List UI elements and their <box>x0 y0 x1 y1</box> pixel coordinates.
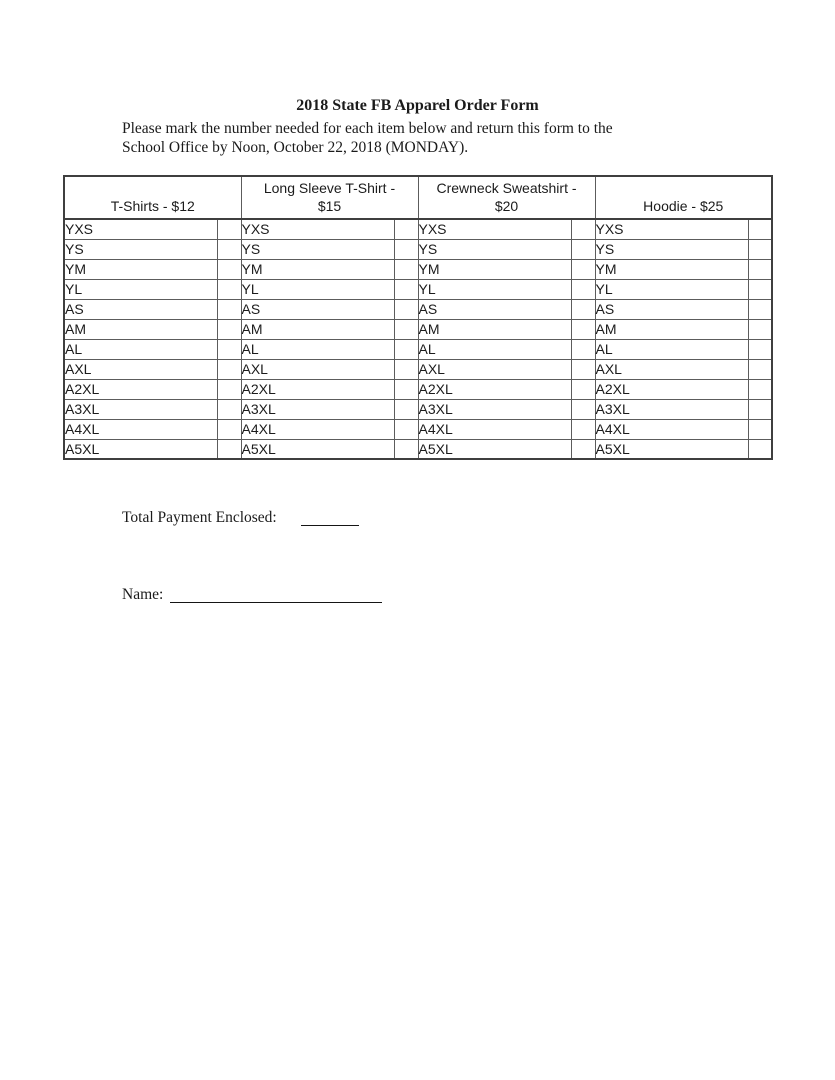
size-row <box>64 279 772 299</box>
product-header-row <box>64 176 772 219</box>
quantity-cell[interactable] <box>748 259 772 279</box>
total-payment-label: Total Payment Enclosed: <box>122 509 277 526</box>
size-label-cell: A4XL <box>64 419 217 439</box>
quantity-cell[interactable] <box>394 299 418 319</box>
size-label-cell: AL <box>241 339 394 359</box>
quantity-cell[interactable] <box>571 439 595 459</box>
size-label-cell: AXL <box>418 359 571 379</box>
quantity-cell[interactable] <box>748 299 772 319</box>
total-payment-blank[interactable] <box>301 525 359 526</box>
instructions <box>122 119 613 157</box>
quantity-cell[interactable] <box>394 419 418 439</box>
size-label-cell: A5XL <box>64 439 217 459</box>
size-label-cell: YS <box>418 239 571 259</box>
size-label-cell: A2XL <box>595 379 748 399</box>
size-label-cell: A4XL <box>241 419 394 439</box>
size-label-cell: AS <box>241 299 394 319</box>
product-header-label: T-Shirts - $12 <box>110 198 195 214</box>
size-label-cell: YL <box>241 279 394 299</box>
size-label-cell: A4XL <box>595 419 748 439</box>
quantity-cell[interactable] <box>748 319 772 339</box>
size-label-cell: YS <box>241 239 394 259</box>
quantity-cell[interactable] <box>748 399 772 419</box>
size-label-cell: YL <box>418 279 571 299</box>
quantity-cell[interactable] <box>748 439 772 459</box>
quantity-cell[interactable] <box>394 239 418 259</box>
size-label-cell: YXS <box>418 219 571 239</box>
size-label-cell: A3XL <box>418 399 571 419</box>
product-header-cell <box>595 176 772 219</box>
page-title: 2018 State FB Apparel Order Form <box>296 97 539 114</box>
quantity-cell[interactable] <box>571 339 595 359</box>
quantity-cell[interactable] <box>748 379 772 399</box>
quantity-cell[interactable] <box>394 259 418 279</box>
size-row <box>64 439 772 459</box>
instructions-line-2: School Office by Noon, October 22, 2018 (MONDAY). <box>122 139 469 156</box>
size-label-cell: YM <box>241 259 394 279</box>
size-label-cell: A2XL <box>418 379 571 399</box>
quantity-cell[interactable] <box>394 379 418 399</box>
quantity-cell[interactable] <box>571 359 595 379</box>
quantity-cell[interactable] <box>394 219 418 239</box>
quantity-cell[interactable] <box>748 239 772 259</box>
quantity-cell[interactable] <box>217 379 241 399</box>
quantity-cell[interactable] <box>217 339 241 359</box>
product-header-cell <box>241 176 418 219</box>
quantity-cell[interactable] <box>571 239 595 259</box>
size-label-cell: AM <box>595 319 748 339</box>
quantity-cell[interactable] <box>217 299 241 319</box>
quantity-cell[interactable] <box>217 259 241 279</box>
quantity-cell[interactable] <box>571 319 595 339</box>
quantity-cell[interactable] <box>394 439 418 459</box>
quantity-cell[interactable] <box>571 399 595 419</box>
size-row <box>64 339 772 359</box>
quantity-cell[interactable] <box>217 359 241 379</box>
quantity-cell[interactable] <box>217 439 241 459</box>
quantity-cell[interactable] <box>748 219 772 239</box>
size-label-cell: YL <box>595 279 748 299</box>
product-header-cell <box>64 176 241 219</box>
size-label-cell: AXL <box>241 359 394 379</box>
size-label-cell: A3XL <box>241 399 394 419</box>
size-label-cell: AS <box>418 299 571 319</box>
quantity-cell[interactable] <box>394 319 418 339</box>
quantity-cell[interactable] <box>748 419 772 439</box>
size-label-cell: YM <box>418 259 571 279</box>
size-label-cell: AM <box>64 319 217 339</box>
size-label-cell: A5XL <box>241 439 394 459</box>
name-line <box>122 586 382 604</box>
quantity-cell[interactable] <box>394 339 418 359</box>
size-label-cell: A4XL <box>418 419 571 439</box>
size-row <box>64 299 772 319</box>
size-label-cell: AM <box>241 319 394 339</box>
quantity-cell[interactable] <box>571 279 595 299</box>
order-table <box>63 175 773 460</box>
size-row <box>64 359 772 379</box>
instructions-line-1: Please mark the number needed for each item below and return this form to the <box>122 120 613 137</box>
product-header-label: Crewneck Sweatshirt - $20 <box>436 180 577 214</box>
total-payment-line <box>122 509 359 527</box>
size-label-cell: AL <box>418 339 571 359</box>
quantity-cell[interactable] <box>394 399 418 419</box>
quantity-cell[interactable] <box>394 359 418 379</box>
product-header-cell <box>418 176 595 219</box>
size-label-cell: AM <box>418 319 571 339</box>
quantity-cell[interactable] <box>217 279 241 299</box>
quantity-cell[interactable] <box>394 279 418 299</box>
quantity-cell[interactable] <box>748 339 772 359</box>
quantity-cell[interactable] <box>571 379 595 399</box>
quantity-cell[interactable] <box>748 279 772 299</box>
size-label-cell: A3XL <box>595 399 748 419</box>
size-label-cell: YM <box>64 259 217 279</box>
quantity-cell[interactable] <box>571 219 595 239</box>
size-label-cell: A5XL <box>418 439 571 459</box>
size-label-cell: YM <box>595 259 748 279</box>
size-row <box>64 239 772 259</box>
name-label: Name: <box>122 586 164 603</box>
quantity-cell[interactable] <box>217 399 241 419</box>
size-label-cell: AXL <box>64 359 217 379</box>
size-row <box>64 419 772 439</box>
quantity-cell[interactable] <box>217 419 241 439</box>
size-label-cell: AXL <box>595 359 748 379</box>
size-row <box>64 219 772 239</box>
size-label-cell: YS <box>64 239 217 259</box>
size-label-cell: YXS <box>64 219 217 239</box>
size-label-cell: AL <box>595 339 748 359</box>
size-label-cell: A3XL <box>64 399 217 419</box>
quantity-cell[interactable] <box>217 239 241 259</box>
size-label-cell: A2XL <box>64 379 217 399</box>
size-row <box>64 319 772 339</box>
size-label-cell: YXS <box>241 219 394 239</box>
size-row <box>64 379 772 399</box>
quantity-cell[interactable] <box>571 299 595 319</box>
quantity-cell[interactable] <box>217 319 241 339</box>
size-label-cell: YL <box>64 279 217 299</box>
size-label-cell: AL <box>64 339 217 359</box>
size-label-cell: YXS <box>595 219 748 239</box>
product-header-label: Hoodie - $25 <box>643 198 724 214</box>
quantity-cell[interactable] <box>571 419 595 439</box>
size-label-cell: AS <box>595 299 748 319</box>
size-label-cell: A5XL <box>595 439 748 459</box>
quantity-cell[interactable] <box>217 219 241 239</box>
name-blank[interactable] <box>170 602 382 603</box>
size-label-cell: YS <box>595 239 748 259</box>
quantity-cell[interactable] <box>748 359 772 379</box>
size-label-cell: A2XL <box>241 379 394 399</box>
product-header-label: Long Sleeve T-Shirt - $15 <box>263 180 396 214</box>
size-row <box>64 399 772 419</box>
size-label-cell: AS <box>64 299 217 319</box>
size-row <box>64 259 772 279</box>
quantity-cell[interactable] <box>571 259 595 279</box>
